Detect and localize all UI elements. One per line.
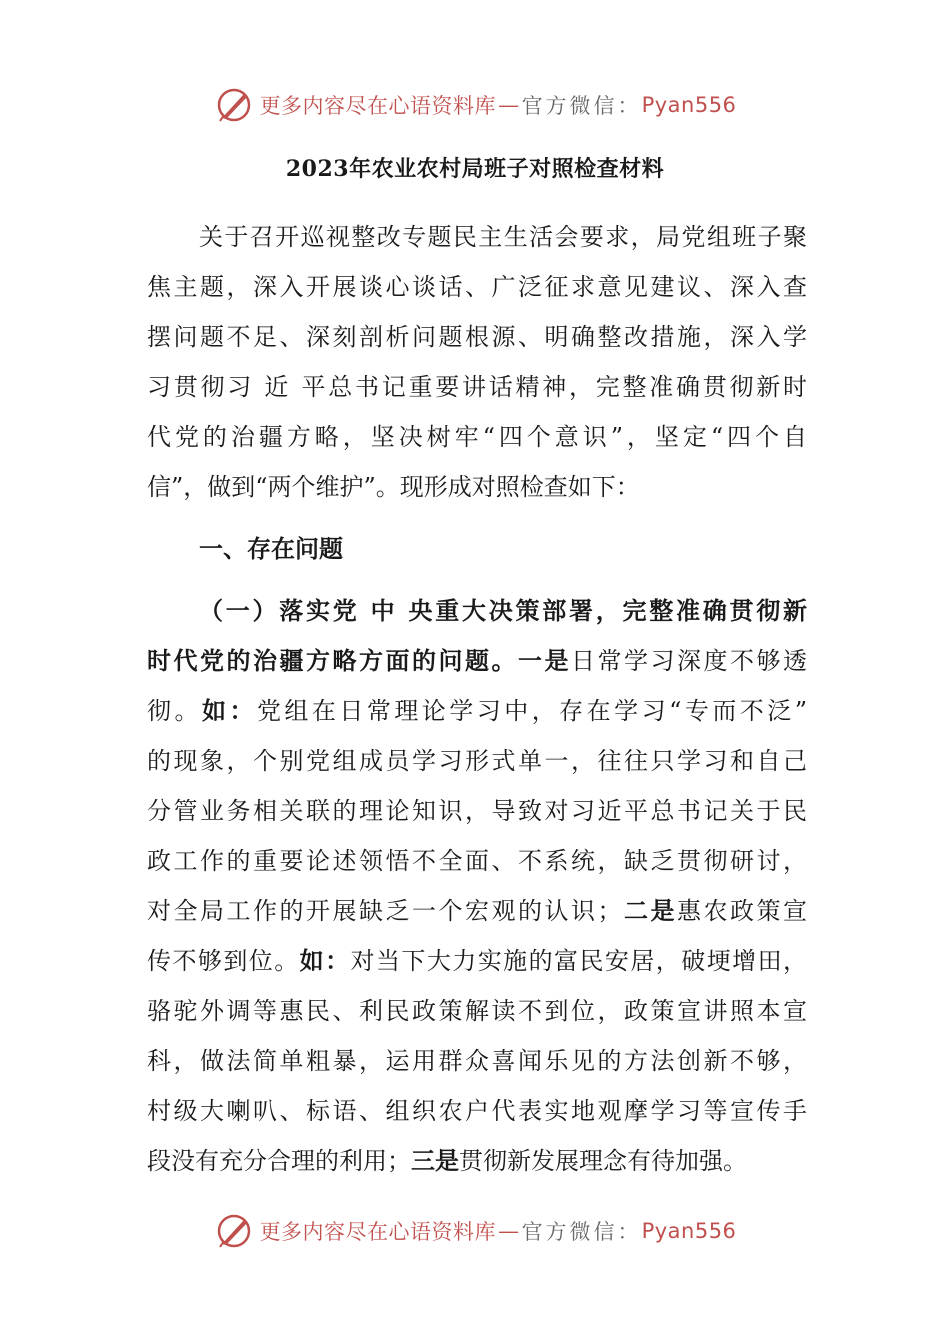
text-run: 贯彻新发展理念有待加强。 <box>459 1147 747 1175</box>
watermark-text: 更多内容尽在心语资料库 <box>259 94 497 118</box>
body-line <box>147 936 807 986</box>
section-heading: 一、存在问题 <box>199 534 343 563</box>
bold-run: 三是 <box>411 1146 459 1175</box>
text-run: 对全局工作的开展缺乏一个宏观的认识； <box>147 897 622 925</box>
subsection-heading-line: （一）落实党 中 央重大决策部署，完整准确贯彻新 <box>199 596 807 625</box>
text-run: 惠农政策宣 <box>677 897 807 925</box>
watermark-official-label: 官方微信： <box>521 1220 642 1244</box>
text-run: 彻。 <box>147 697 202 725</box>
document-body <box>147 212 807 1186</box>
intro-line: 关于召开巡视整改专题民主生活会要求，局党组班子聚 <box>199 223 807 251</box>
intro-line: 焦主题，深入开展谈心谈话、广泛征求意见建议、深入查 <box>147 273 807 301</box>
watermark-text: 更多内容尽在心语资料库 <box>259 1220 497 1244</box>
watermark-header <box>0 80 950 130</box>
quill-logo-icon <box>214 85 254 125</box>
watermark-dash: — <box>498 1219 520 1243</box>
text-run: 日常学习深度不够透 <box>571 647 807 675</box>
body-line: 科，做法简单粗暴，运用群众喜闻乐见的方法创新不够， <box>147 1047 807 1075</box>
bold-run: 时代党的治疆方略方面的问题。一是 <box>147 646 571 675</box>
watermark-dash: — <box>498 93 520 117</box>
body-line: 的现象，个别党组成员学习形式单一，往往只学习和自己 <box>147 747 807 775</box>
watermark-wechat-id: Pyan556 <box>641 1219 737 1243</box>
watermark-official-label: 官方微信： <box>521 94 642 118</box>
document-title: 2023年农业农村局班子对照检查材料 <box>285 156 665 182</box>
text-run: 党组在日常理论学习中，存在学习“专而不泛” <box>256 697 807 725</box>
text-run: 对当下大力实施的富民安居，破埂增田， <box>350 947 807 975</box>
bold-run: 二是 <box>621 896 677 925</box>
bold-run: 如： <box>299 946 351 975</box>
text-run: 传不够到位。 <box>147 947 300 975</box>
body-line: 政工作的重要论述领悟不全面、不系统，缺乏贯彻研讨， <box>147 847 807 875</box>
intro-line: 信”，做到“两个维护”。现形成对照检查如下： <box>147 473 640 501</box>
body-line: 骆驼外调等惠民、利民政策解读不到位，政策宣讲照本宣 <box>147 997 807 1025</box>
intro-line: 习贯彻习 近 平总书记重要讲话精神，完整准确贯彻新时 <box>147 373 807 401</box>
watermark-footer <box>0 1206 950 1256</box>
body-line <box>147 686 807 736</box>
intro-line: 摆问题不足、深刻剖析问题根源、明确整改措施，深入学 <box>147 323 807 351</box>
text-run: 段没有充分合理的利用； <box>147 1147 411 1175</box>
body-line: 分管业务相关联的理论知识，导致对习近平总书记关于民 <box>147 797 807 825</box>
intro-line: 代党的治疆方略，坚决树牢“四个意识”，坚定“四个自 <box>147 423 807 451</box>
body-line: 村级大喇叭、标语、组织农户代表实地观摩学习等宣传手 <box>147 1097 807 1125</box>
body-line <box>147 1136 807 1186</box>
bold-run: 如： <box>201 696 257 725</box>
body-line <box>147 886 807 936</box>
body-line <box>147 636 807 686</box>
watermark-wechat-id: Pyan556 <box>641 93 737 117</box>
quill-logo-icon <box>214 1211 254 1251</box>
